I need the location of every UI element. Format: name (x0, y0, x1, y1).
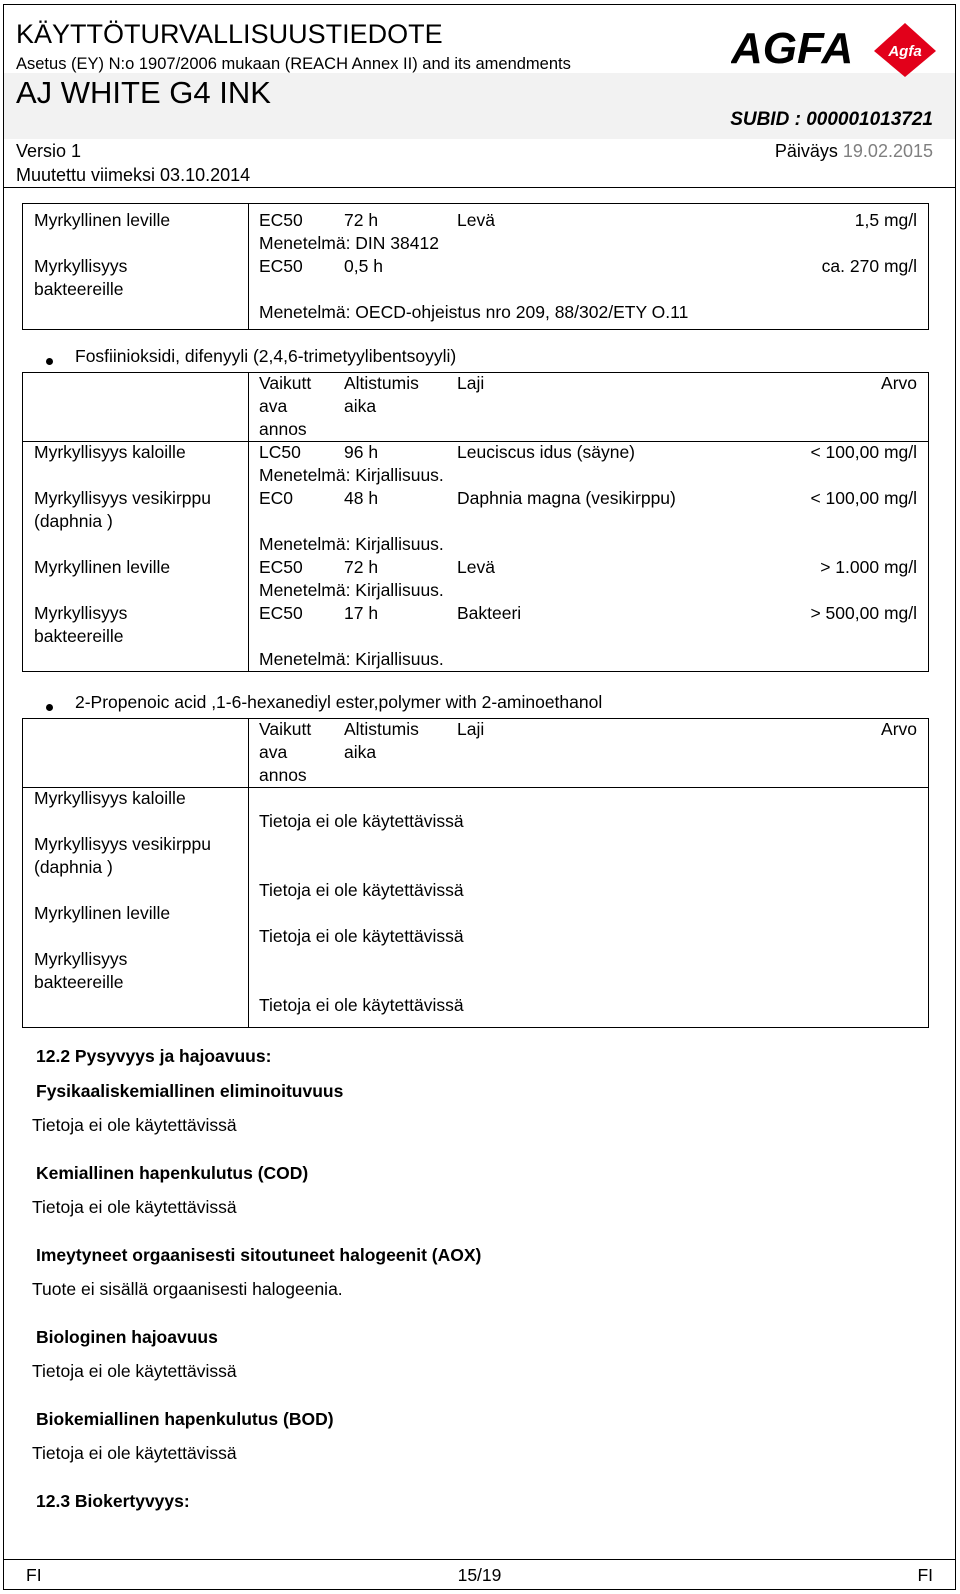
effect-type: EC50 (259, 557, 303, 577)
value: < 100,00 mg/l (810, 488, 917, 508)
no-data-text: Tietoja ei ole käytettävissä (259, 926, 464, 946)
effect-type: EC0 (259, 488, 294, 508)
col-header-effect: Vaikutt (259, 373, 312, 393)
value: ca. 270 mg/l (821, 256, 917, 276)
subsection-text: Tietoja ei ole käytettävissä (32, 1197, 237, 1217)
ecotox-table-substance2 (22, 372, 929, 672)
value: > 500,00 mg/l (810, 603, 917, 623)
ecotox-table-continued (22, 203, 929, 330)
logo-wordmark: AGFA (731, 24, 854, 73)
col-header-exposure: Altistumis (344, 373, 419, 393)
issue-date (775, 141, 933, 162)
row-label: (daphnia ) (34, 857, 113, 877)
subsection-text: Tietoja ei ole käytettävissä (32, 1443, 237, 1463)
row-label: bakteereille (34, 626, 124, 646)
subsection-text: Tietoja ei ole käytettävissä (32, 1115, 237, 1135)
row-label: Myrkyllinen leville (34, 903, 171, 923)
bullet-icon (46, 358, 53, 365)
row-label: Myrkyllisyys (34, 256, 128, 276)
species: Levä (457, 210, 495, 230)
exposure-time: 17 h (344, 603, 379, 623)
footer-lang-right: FI (917, 1565, 933, 1585)
col-header-effect: annos (259, 765, 307, 785)
no-data-text: Tietoja ei ole käytettävissä (259, 880, 464, 900)
col-header-exposure: aika (344, 396, 377, 416)
subsection-title: Biokemiallinen hapenkulutus (BOD) (36, 1409, 334, 1429)
agfa-logo (731, 21, 937, 77)
product-name: AJ WHITE G4 INK (16, 75, 271, 110)
value: > 1.000 mg/l (820, 557, 917, 577)
exposure-time: 72 h (344, 557, 379, 577)
date-value: 19.02.2015 (842, 141, 933, 161)
subsection-text: Tietoja ei ole käytettävissä (32, 1361, 237, 1381)
exposure-time: 0,5 h (344, 256, 383, 276)
subsection-title: Fysikaaliskemiallinen eliminoituvuus (36, 1081, 344, 1101)
effect-type: EC50 (259, 256, 303, 276)
row-label: Myrkyllisyys kaloille (34, 442, 186, 462)
method: Menetelmä: OECD-ohjeistus nro 209, 88/302/ETY O.11 (259, 302, 689, 322)
method: Menetelmä: Kirjallisuus. (259, 465, 444, 485)
substance-name: 2-Propenoic acid ,1-6-hexanediyl ester,polymer with 2-aminoethanol (75, 692, 603, 712)
col-header-value: Arvo (881, 373, 917, 393)
section-12-2-heading: 12.2 Pysyvyys ja hajoavuus: (36, 1046, 272, 1066)
method: Menetelmä: Kirjallisuus. (259, 580, 444, 600)
bullet-icon (46, 704, 53, 711)
value: 1,5 mg/l (854, 210, 917, 230)
col-header-exposure: aika (344, 742, 377, 762)
exposure-time: 96 h (344, 442, 379, 462)
regulation-subtitle: Asetus (EY) N:o 1907/2006 mukaan (REACH Annex II) and its amendments (16, 55, 571, 73)
col-header-effect: ava (259, 396, 288, 416)
row-label: (daphnia ) (34, 511, 113, 531)
ecotox-table-substance3 (22, 718, 929, 1028)
row-label: Myrkyllisyys kaloille (34, 788, 186, 808)
document-title: KÄYTTÖTURVALLISUUSTIEDOTE (16, 19, 443, 49)
row-label: Myrkyllisyys vesikirppu (34, 834, 211, 854)
footer-lang-left: FI (26, 1565, 42, 1585)
row-label: bakteereille (34, 972, 124, 992)
exposure-time: 72 h (344, 210, 379, 230)
subsection-title: Biologinen hajoavuus (36, 1327, 218, 1347)
effect-type: LC50 (259, 442, 301, 462)
col-header-exposure: Altistumis (344, 719, 419, 739)
exposure-time: 48 h (344, 488, 379, 508)
no-data-text: Tietoja ei ole käytettävissä (259, 811, 464, 831)
col-header-value: Arvo (881, 719, 917, 739)
row-label: Myrkyllisyys (34, 603, 128, 623)
species: Levä (457, 557, 495, 577)
version: Versio 1 (16, 141, 82, 161)
method: Menetelmä: Kirjallisuus. (259, 534, 444, 554)
logo-badge: Agfa (888, 43, 922, 60)
species: Daphnia magna (vesikirppu) (457, 488, 676, 508)
col-header-effect: Vaikutt (259, 719, 312, 739)
subid: SUBID : 000001013721 (730, 109, 933, 130)
subsection-title: Kemiallinen hapenkulutus (COD) (36, 1163, 309, 1183)
method: Menetelmä: Kirjallisuus. (259, 649, 444, 669)
col-header-effect: ava (259, 742, 288, 762)
row-label: Myrkyllisyys (34, 949, 128, 969)
col-header-species: Laji (457, 719, 485, 739)
method: Menetelmä: DIN 38412 (259, 233, 439, 253)
document-page (3, 4, 956, 1590)
effect-type: EC50 (259, 210, 303, 230)
species: Bakteeri (457, 603, 522, 623)
species: Leuciscus idus (säyne) (457, 442, 635, 462)
row-label: Myrkyllisyys vesikirppu (34, 488, 211, 508)
page-number: 15/19 (457, 1565, 502, 1585)
row-label: bakteereille (34, 279, 124, 299)
subsection-text: Tuote ei sisällä orgaanisesti halogeenia. (32, 1279, 343, 1299)
col-header-species: Laji (457, 373, 485, 393)
section-12-3-heading: 12.3 Biokertyvyys: (36, 1491, 190, 1511)
substance-name: Fosfiinioksidi, difenyyli (2,4,6-trimetyylibentsoyyli) (75, 346, 457, 366)
date-label: Päiväys (774, 141, 838, 161)
no-data-text: Tietoja ei ole käytettävissä (259, 995, 464, 1015)
header-divider (4, 187, 955, 188)
row-label: Myrkyllinen leville (34, 557, 171, 577)
last-modified: Muutettu viimeksi 03.10.2014 (16, 165, 251, 185)
subsection-title: Imeytyneet orgaanisesti sitoutuneet halogeenit (AOX) (36, 1245, 482, 1265)
effect-type: EC50 (259, 603, 303, 623)
value: < 100,00 mg/l (810, 442, 917, 462)
col-header-effect: annos (259, 419, 307, 439)
row-label: Myrkyllinen leville (34, 210, 171, 230)
footer-divider (4, 1559, 955, 1560)
